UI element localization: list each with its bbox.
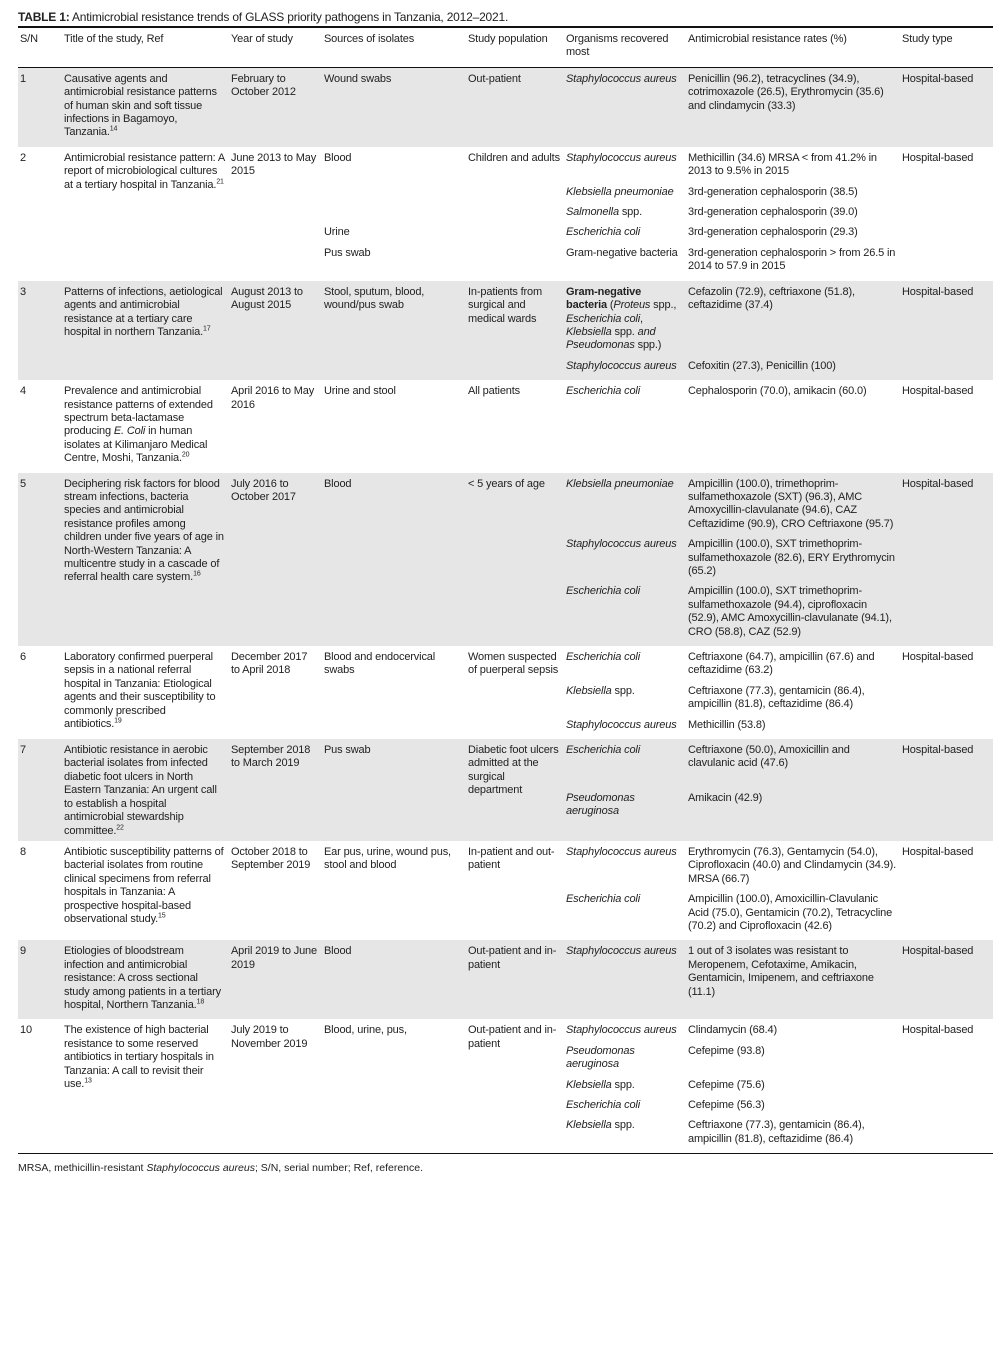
- cell-rates: Cefepime (75.6): [688, 1078, 765, 1091]
- study-title: Etiologies of bloodstream infection and antimicrobial resistance: A cross sectional study among patients in a tertiary hospital, Northern Tanzania.: [64, 945, 221, 1011]
- cell-source: [322, 715, 466, 739]
- cell-organism: [564, 243, 686, 281]
- cell-sn: 2: [20, 151, 26, 164]
- cell-population: In-patient and out-patient: [468, 845, 555, 872]
- cell-year: July 2019 to November 2019: [231, 1024, 308, 1050]
- cell-source: [322, 681, 466, 715]
- reference-number: 16: [193, 570, 201, 578]
- organism-part: spp.: [618, 206, 643, 219]
- caption-text: Antimicrobial resistance trends of GLASS priority pathogens in Tanzania, 2012–2021.: [69, 10, 509, 24]
- cell-study-type: Hospital-based: [900, 67, 993, 147]
- cell-study-type: Hospital-based: [900, 281, 993, 380]
- organism-part: Gram-negative bacteria: [566, 285, 642, 312]
- cell-sn: 9: [18, 940, 62, 1019]
- table-caption: [18, 10, 508, 24]
- study-title: Causative agents and antimicrobial resistance patterns of human skin and soft tissue infections in Bagamoyo, Tanzania.: [64, 72, 217, 139]
- caption-label: TABLE 1:: [18, 10, 70, 24]
- table-row-group: [18, 281, 993, 380]
- reference-number: 13: [84, 1077, 92, 1085]
- cell-rates: Methicillin (53.8): [688, 718, 766, 731]
- table-row-group: [18, 739, 993, 841]
- cell-rates: Cefazolin (72.9), ceftriaxone (51.8), ceftazidime (37.4): [686, 281, 900, 356]
- cell-sn: 7: [18, 739, 62, 841]
- cell-sn: 8: [20, 845, 26, 858]
- organism-part: and Pseudomonas: [566, 325, 656, 352]
- cell-rates: Clindamycin (68.4): [688, 1024, 778, 1037]
- study-title-part: Prevalence and antimicrobial resistance patterns of extended spectrum beta-lactamase producing: [64, 385, 213, 438]
- header-year: Year of study: [231, 33, 293, 45]
- cell-organism: [564, 1115, 686, 1153]
- cell-rates: Ampicillin (100.0), Amoxicillin-Clavulanic Acid (75.0), Gentamicin (70.2), Tetracycline (70.2) and Ciprofloxacin (42.6): [688, 893, 893, 932]
- study-title: Laboratory confirmed puerperal sepsis in a national referral hospital in Tanzania: Etiological agents and their susceptibility to commonly prescribed antibiotics.: [64, 651, 216, 731]
- cell-organism: [564, 202, 686, 222]
- cell-organism: [564, 222, 686, 242]
- cell-source: [322, 889, 466, 940]
- cell-rates: Ceftriaxone (50.0), Amoxicillin and clavulanic acid (47.6): [686, 739, 900, 788]
- header-population: Study population: [468, 33, 548, 45]
- cell-source: [322, 1041, 466, 1075]
- reference-number: 15: [158, 912, 166, 920]
- cell-source: [322, 356, 466, 380]
- header-sn: S/N: [20, 33, 38, 45]
- organism-part: Escherichia coli: [566, 312, 641, 325]
- cell-sn: 4: [20, 385, 26, 398]
- cell-source: Blood, urine, pus,: [324, 1024, 407, 1037]
- study-title: Antibiotic resistance in aerobic bacterial isolates from infected diabetic foot ulcers in North Eastern Tanzania: An urgent call to establish a hospital antimicrobial stewardship committee.: [64, 744, 217, 837]
- organism-part: Escherichia coli: [566, 651, 641, 664]
- cell-title: [62, 281, 229, 380]
- cell-year: October 2018 to September 2019: [231, 845, 311, 872]
- cell-organism: [564, 1041, 686, 1075]
- organism-part: Escherichia coli: [566, 385, 641, 398]
- header-type: Study type: [902, 33, 953, 45]
- cell-organism: [564, 182, 686, 202]
- organism-part: Escherichia coli: [566, 893, 641, 906]
- cell-source: Pus swab: [324, 246, 371, 259]
- cell-population: Women suspected of puerperal sepsis: [468, 651, 559, 677]
- cell-source: [322, 581, 466, 646]
- cell-rates: Ceftriaxone (77.3), gentamicin (86.4), ampicillin (81.8), ceftazidime (86.4): [688, 684, 865, 711]
- cell-population: Diabetic foot ulcers admitted at the surgical department: [466, 739, 564, 841]
- header-organisms: Organisms recovered most: [566, 33, 669, 59]
- cell-population: Out-patient and in-patient: [468, 1024, 557, 1050]
- cell-source: Stool, sputum, blood, wound/pus swab: [322, 281, 466, 356]
- footnote-part: ; S/N, serial number; Ref, reference.: [254, 1162, 424, 1174]
- reference-number: 17: [203, 325, 211, 333]
- cell-title: [62, 646, 229, 739]
- organism-part: (: [607, 299, 614, 312]
- header-sources: Sources of isolates: [324, 33, 415, 45]
- cell-population: Out-patient: [466, 67, 564, 147]
- cell-source: [322, 788, 466, 841]
- cell-organism: [564, 147, 686, 182]
- cell-organism: [564, 739, 686, 788]
- organism-part: spp.: [611, 684, 635, 697]
- organism-part: Klebsiella: [566, 325, 612, 338]
- cell-organism: [564, 356, 686, 380]
- cell-population: < 5 years of age: [466, 473, 564, 646]
- organism-part: Staphylococcus aureus: [566, 718, 677, 731]
- cell-organism: [564, 788, 686, 841]
- cell-source: Urine and stool: [324, 385, 396, 398]
- organism-part: Proteus: [613, 299, 651, 312]
- cell-year: February to October 2012: [229, 67, 322, 147]
- table-row-group: [18, 473, 993, 646]
- reference-number: 21: [216, 178, 224, 185]
- cell-sn: 5: [18, 473, 62, 646]
- cell-title: [62, 739, 229, 841]
- cell-population: All patients: [468, 385, 521, 398]
- table-row-group: [18, 940, 993, 1019]
- reference-number: 20: [181, 451, 190, 459]
- cell-study-type: Hospital-based: [900, 473, 993, 646]
- organism-part: Staphylococcus aureus: [566, 151, 677, 164]
- cell-organism: [564, 646, 686, 681]
- cell-organism: [564, 281, 686, 356]
- cell-title: [62, 841, 229, 940]
- cell-sn: 10: [20, 1024, 32, 1037]
- cell-year: August 2013 to August 2015: [229, 281, 322, 380]
- cell-rates: Amikacin (42.9): [686, 788, 900, 841]
- cell-organism: [564, 581, 686, 646]
- organism-part: Pseudomonas aeruginosa: [566, 1044, 635, 1071]
- cell-year: July 2016 to October 2017: [229, 473, 322, 646]
- cell-source: Pus swab: [322, 739, 466, 788]
- cell-source: Wound swabs: [322, 67, 466, 147]
- organism-part: ,: [640, 312, 643, 325]
- table-row: [18, 1019, 993, 1040]
- reference-number: 19: [114, 717, 122, 725]
- cell-source: Blood: [322, 940, 466, 1019]
- table-header: [18, 27, 993, 67]
- cell-rates: 3rd-generation cephalosporin (39.0): [688, 206, 858, 219]
- organism-part: Klebsiella: [566, 1078, 612, 1091]
- cell-study-type: Hospital-based: [902, 1024, 974, 1037]
- organism-part: Klebsiella: [566, 684, 612, 697]
- cell-organism: [564, 841, 686, 889]
- table-row: [18, 646, 993, 681]
- cell-rates: Cefepime (56.3): [688, 1099, 765, 1111]
- cell-source: Blood: [322, 473, 466, 535]
- cell-organism: [564, 1095, 686, 1115]
- organism-part: Pseudomonas aeruginosa: [566, 791, 635, 818]
- header-title: Title of the study, Ref: [64, 33, 164, 45]
- study-title: The existence of high bacterial resistance to some reserved antibiotics in tertiary hospitals in Tanzania: A call to revisit their use.: [64, 1024, 214, 1090]
- table-footnote: [18, 1162, 423, 1174]
- cell-organism: [564, 889, 686, 940]
- cell-title: [62, 940, 229, 1019]
- cell-title: [62, 380, 229, 472]
- cell-source: [322, 202, 466, 222]
- cell-organism: [564, 473, 686, 535]
- reference-number: 22: [116, 823, 124, 831]
- organism-part: Escherichia coli: [566, 226, 641, 239]
- organism-part: Staphylococcus aureus: [566, 359, 677, 372]
- cell-organism: [564, 380, 686, 472]
- cell-source: Urine: [324, 226, 350, 239]
- table-row-group: [18, 67, 993, 147]
- cell-sn: 1: [18, 67, 62, 147]
- organism-part: Escherichia coli: [566, 585, 641, 598]
- table-row: [18, 147, 993, 182]
- cell-source: Blood: [324, 151, 352, 164]
- table-row-group: [18, 380, 993, 472]
- header-rates: Antimicrobial resistance rates (%): [688, 33, 847, 45]
- organism-part: Salmonella: [566, 206, 619, 219]
- reference-number: 18: [196, 998, 205, 1006]
- cell-population: In-patients from surgical and medical wards: [466, 281, 564, 380]
- cell-source: [322, 182, 466, 202]
- table-row: [18, 281, 993, 356]
- cell-rates: Methicillin (34.6) MRSA < from 41.2% in 2013 to 9.5% in 2015: [688, 151, 877, 178]
- cell-rates: Ampicillin (100.0), SXT trimethoprim-sulfamethoxazole (94.4), ciprofloxacin (52.9), AMC Amoxycillin-clavulanate (94.1), CRO (58.8), CAZ (52.9): [686, 581, 900, 646]
- cell-rates: Ceftriaxone (77.3), gentamicin (86.4), ampicillin (81.8), ceftazidime (86.4): [688, 1119, 865, 1145]
- organism-part: spp.): [634, 339, 662, 352]
- table-row: [18, 380, 993, 472]
- cell-study-type: Hospital-based: [900, 739, 993, 841]
- table-row: [18, 67, 993, 147]
- cell-source: [322, 534, 466, 581]
- table-row-group: [18, 646, 993, 739]
- cell-source: [322, 1075, 466, 1095]
- study-title: Patterns of infections, aetiological agents and antimicrobial resistance at a tertiary care hospital in northern Tanzania.: [64, 285, 223, 338]
- footnote-part: MRSA, methicillin-resistant: [18, 1162, 147, 1174]
- organism-part: spp.,: [650, 299, 677, 312]
- organism-part: Escherichia coli: [566, 1099, 641, 1111]
- cell-organism: [564, 715, 686, 739]
- study-title: Antibiotic susceptibility patterns of bacterial isolates from routine clinical specimens from referral hospitals in Tanzania: A prospective hospital-based observational study.: [64, 845, 224, 925]
- cell-organism: [564, 534, 686, 581]
- cell-year: June 2013 to May 2015: [231, 151, 317, 178]
- organism-part: spp.: [611, 1078, 635, 1091]
- cell-study-type: Hospital-based: [902, 651, 974, 664]
- cell-organism: [564, 940, 686, 1019]
- footnote-part: Staphylococcus aureus: [146, 1162, 255, 1174]
- cell-rates: 3rd-generation cephalosporin (29.3): [688, 226, 858, 239]
- amr-table: [18, 26, 993, 1154]
- cell-sn: 3: [18, 281, 62, 380]
- cell-rates: Erythromycin (76.3), Gentamycin (54.0), Ciprofloxacin (40.0) and Clindamycin (34.9). MRSA (66.7): [688, 845, 896, 885]
- cell-organism: [564, 1075, 686, 1095]
- organism-part: Staphylococcus aureus: [566, 845, 677, 858]
- cell-title: [62, 473, 229, 646]
- cell-sn: 6: [20, 651, 26, 664]
- cell-year: December 2017 to April 2018: [231, 651, 308, 677]
- organism-part: Staphylococcus aureus: [566, 1024, 677, 1037]
- organism-part: Staphylococcus aureus: [566, 72, 677, 85]
- cell-rates: 3rd-generation cephalosporin > from 26.5 in 2014 to 57.9 in 2015: [688, 246, 896, 273]
- table-row: [18, 739, 993, 788]
- cell-organism: [564, 67, 686, 147]
- cell-rates: Cefepime (93.8): [688, 1044, 765, 1057]
- cell-title: [62, 67, 229, 147]
- cell-rates: Cephalosporin (70.0), amikacin (60.0): [688, 385, 867, 398]
- organism-part: spp.: [611, 325, 638, 338]
- cell-title: [62, 1019, 229, 1153]
- cell-rates: Ampicillin (100.0), SXT trimethoprim-sulfamethoxazole (82.6), ERY Erythromycin (65.2): [686, 534, 900, 581]
- table-row-group: [18, 147, 993, 281]
- organism-part: Klebsiella pneumoniae: [566, 185, 674, 198]
- cell-rates: 1 out of 3 isolates was resistant to Meropenem, Cefotaxime, Amikacin, Gentamicin, Imipenem, and ceftriaxone (11.1): [686, 940, 900, 1019]
- organism-part: spp.: [611, 1119, 635, 1132]
- study-title-part: in human isolates at Kilimanjaro Medical Centre, Moshi, Tanzania.: [64, 425, 208, 465]
- organism-part: Staphylococcus aureus: [566, 538, 677, 551]
- reference-number: 14: [109, 125, 118, 133]
- cell-organism: [564, 1019, 686, 1040]
- cell-study-type: Hospital-based: [902, 845, 974, 858]
- cell-rates: Ampicillin (100.0), trimethoprim-sulfamethoxazole (SXT) (96.3), AMC Amoxycillin-clavulanate (94.6), CAZ Ceftazidime (90.9), CRO Ceftriaxone (95.7): [686, 473, 900, 535]
- cell-source: Ear pus, urine, wound pus, stool and blood: [324, 845, 451, 872]
- cell-year: April 2016 to May 2016: [231, 385, 315, 411]
- table-row-group: [18, 1019, 993, 1153]
- cell-title: [62, 147, 229, 281]
- study-title: Deciphering risk factors for blood stream infections, bacteria species and antimicrobial resistance profiles among children under five years of age in North-Western Tanzania: A multicentre study in a cascade of referral health care system.: [64, 477, 224, 584]
- cell-study-type: Hospital-based: [902, 151, 974, 164]
- organism-part: Escherichia coli: [566, 744, 641, 757]
- cell-rates: 3rd-generation cephalosporin (38.5): [688, 185, 858, 198]
- cell-population: Out-patient and in-patient: [466, 940, 564, 1019]
- cell-organism: [564, 681, 686, 715]
- table-row: [18, 473, 993, 535]
- cell-year: September 2018 to March 2019: [229, 739, 322, 841]
- cell-population: Children and adults: [468, 151, 560, 164]
- cell-source: [322, 1095, 466, 1115]
- cell-study-type: Hospital-based: [902, 385, 974, 398]
- cell-year: April 2019 to June 2019: [229, 940, 322, 1019]
- organism-part: Gram-negative bacteria: [566, 246, 678, 259]
- organism-part: Staphylococcus aureus: [566, 945, 677, 958]
- organism-part: Klebsiella pneumoniae: [566, 477, 674, 490]
- cell-rates: Penicillin (96.2), tetracyclines (34.9), cotrimoxazole (26.5), Erythromycin (35.6) and clindamycin (33.3): [686, 67, 900, 147]
- cell-source: Blood and endocervical swabs: [324, 651, 436, 677]
- study-title-part: E. Coli: [113, 425, 146, 438]
- cell-rates: Cefoxitin (27.3), Penicillin (100): [686, 356, 900, 380]
- table-row: [18, 841, 993, 889]
- cell-study-type: Hospital-based: [900, 940, 993, 1019]
- cell-source: [322, 1115, 466, 1153]
- table-row: [18, 940, 993, 1019]
- cell-rates: Ceftriaxone (64.7), ampicillin (67.6) and ceftazidime (63.2): [688, 651, 875, 677]
- table-row-group: [18, 841, 993, 940]
- organism-part: Klebsiella: [566, 1119, 612, 1132]
- study-title: Antimicrobial resistance pattern: A report of microbiological cultures at a tertiary hospital in Tanzania.: [64, 151, 225, 191]
